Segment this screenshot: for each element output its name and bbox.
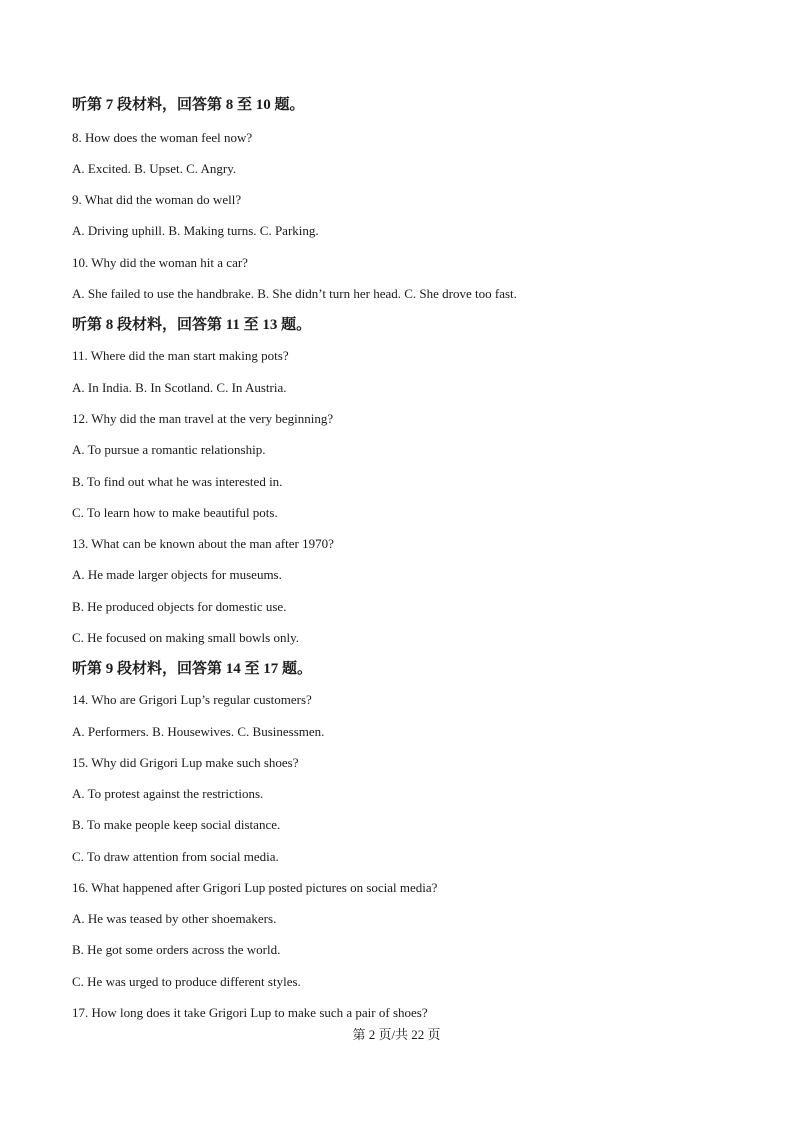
option-13-b: B. He produced objects for domestic use.	[72, 599, 287, 614]
question-11: 11. Where did the man start making pots?	[72, 348, 289, 363]
question-14: 14. Who are Grigori Lup’s regular customers?	[72, 692, 312, 707]
question-10: 10. Why did the woman hit a car?	[72, 255, 248, 270]
option-12-a: A. To pursue a romantic relationship.	[72, 442, 266, 457]
option-16-a: A. He was teased by other shoemakers.	[72, 911, 277, 926]
option-16-c: C. He was urged to produce different styles.	[72, 974, 301, 989]
question-9: 9. What did the woman do well?	[72, 192, 242, 207]
question-15: 15. Why did Grigori Lup make such shoes?	[72, 755, 299, 770]
section-heading-9: 听第 9 段材料，回答第 14 至 17 题。	[72, 661, 313, 677]
option-13-a: A. He made larger objects for museums.	[72, 567, 282, 582]
question-17: 17. How long does it take Grigori Lup to make such a pair of shoes?	[72, 1005, 428, 1020]
question-16: 16. What happened after Grigori Lup posted pictures on social media?	[72, 880, 438, 895]
section-heading-7: 听第 7 段材料，回答第 8 至 10 题。	[72, 97, 305, 113]
option-15-b: B. To make people keep social distance.	[72, 817, 281, 832]
options-8: A. Excited. B. Upset. C. Angry.	[72, 161, 237, 176]
options-14: A. Performers. B. Housewives. C. Businessmen.	[72, 724, 325, 739]
option-12-b: B. To find out what he was interested in.	[72, 474, 283, 489]
page-footer: 第 2 页/共 22 页	[352, 1027, 441, 1042]
option-15-c: C. To draw attention from social media.	[72, 849, 279, 864]
options-9: A. Driving uphill. B. Making turns. C. Parking.	[72, 223, 319, 238]
option-16-b: B. He got some orders across the world.	[72, 942, 281, 957]
option-12-c: C. To learn how to make beautiful pots.	[72, 505, 278, 520]
option-13-c: C. He focused on making small bowls only.	[72, 630, 299, 645]
section-heading-8: 听第 8 段材料，回答第 11 至 13 题。	[72, 317, 312, 333]
options-10: A. She failed to use the handbrake. B. She didn’t turn her head. C. She drove too fast.	[72, 286, 517, 301]
question-12: 12. Why did the man travel at the very beginning?	[72, 411, 334, 426]
option-15-a: A. To protest against the restrictions.	[72, 786, 264, 801]
options-11: A. In India. B. In Scotland. C. In Austria.	[72, 380, 287, 395]
question-13: 13. What can be known about the man after 1970?	[72, 536, 334, 551]
question-8: 8. How does the woman feel now?	[72, 130, 253, 145]
